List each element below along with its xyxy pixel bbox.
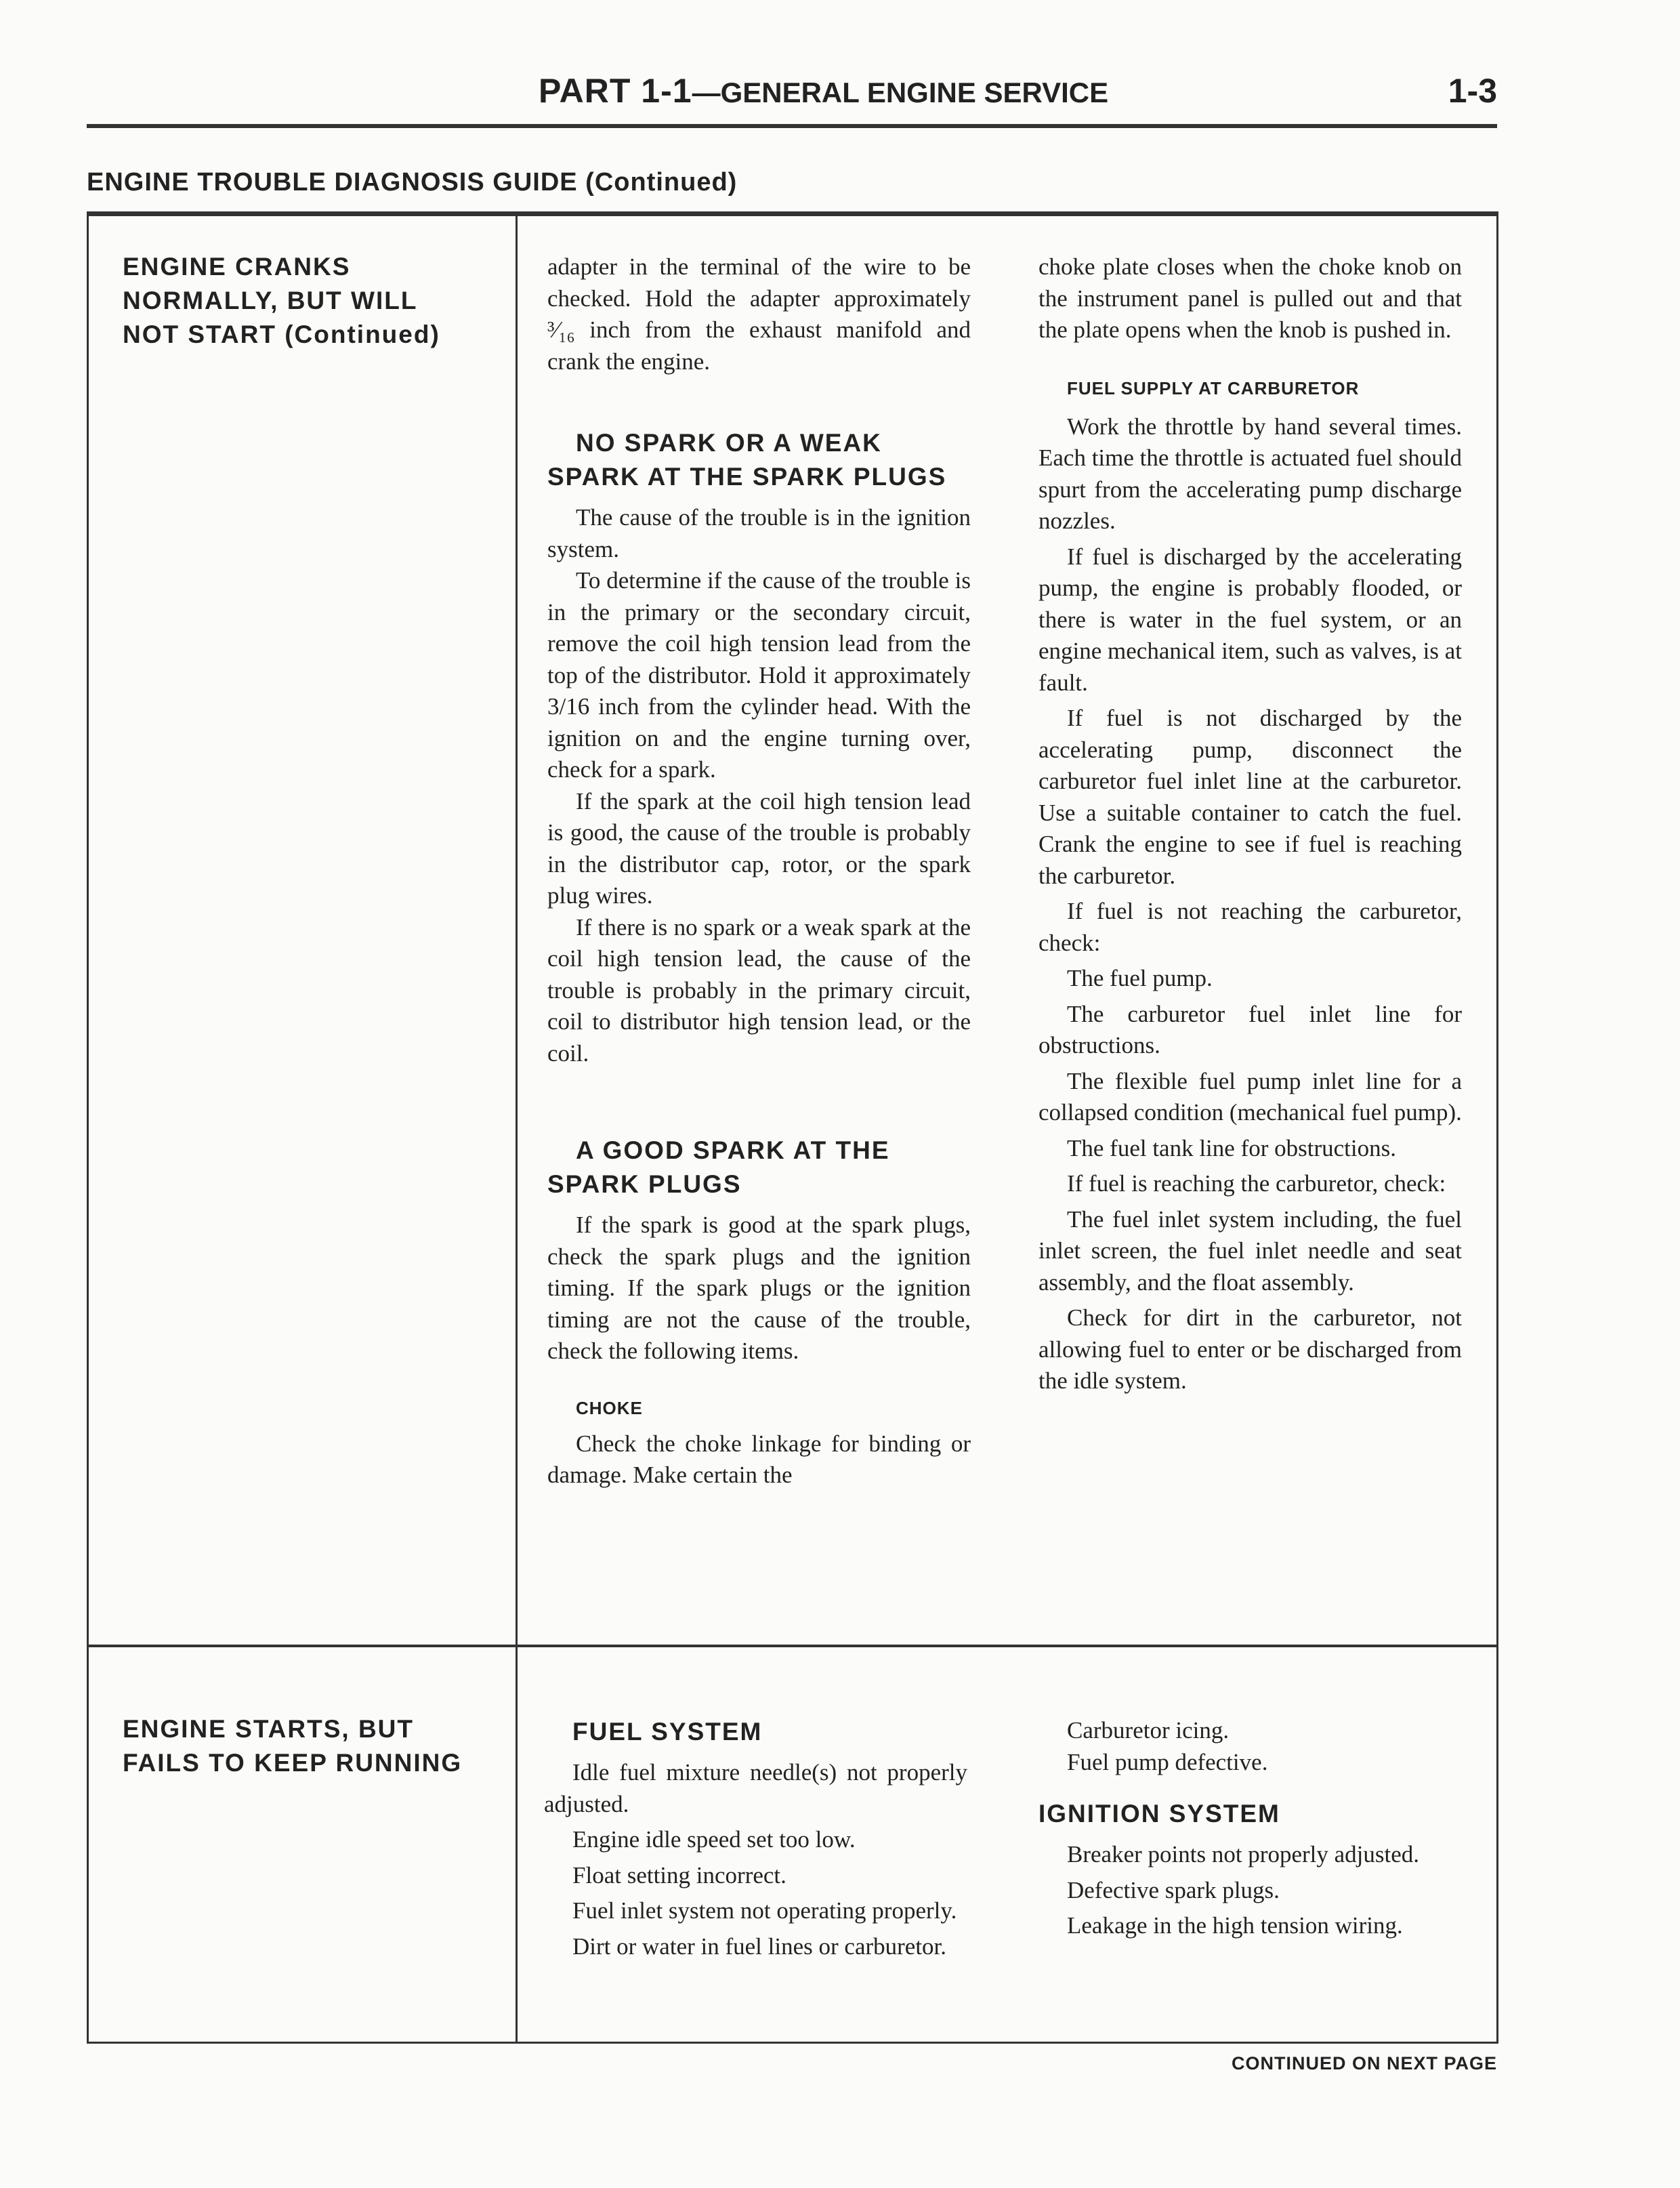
paragraph: The fuel tank line for obstructions. <box>1067 1134 1396 1161</box>
list-item: Idle fuel mixture needle(s) not properly adjusted. <box>544 1759 967 1817</box>
row1-column3 <box>1038 251 1462 1397</box>
condition-line: NORMALLY, BUT WILL <box>123 287 418 314</box>
condition-line: ENGINE STARTS, BUT <box>123 1715 414 1743</box>
paragraph: If the spark is good at the spark plugs, check the spark plugs and the ignition timing. If the spark plugs or the ignition timing are not the cause of the trouble, check the following items. <box>547 1212 971 1364</box>
row-divider <box>89 1645 1496 1647</box>
heading-choke: CHOKE <box>576 1397 643 1418</box>
paragraph: If fuel is reaching the carburetor, check: <box>1067 1170 1446 1197</box>
paragraph: The flexible fuel pump inlet line for a collapsed condition (mechanical fuel pump). <box>1038 1067 1462 1126</box>
paragraph: If fuel is discharged by the accelerating pump, the engine is probably flooded, or there is water in the fuel system, or an engine mechanical item, such as valves, is at fault. <box>1038 543 1462 696</box>
row1-column2 <box>547 251 971 1491</box>
heading-fuel-system: FUEL SYSTEM <box>572 1718 763 1746</box>
continued-note: CONTINUED ON NEXT PAGE <box>1231 2053 1497 2073</box>
list-item: Engine idle speed set too low. <box>572 1826 856 1853</box>
list-item: Leakage in the high tension wiring. <box>1067 1912 1403 1939</box>
page-number: 1-3 <box>1448 72 1497 110</box>
condition-starts-fails <box>123 1712 462 1780</box>
list-item: Float setting incorrect. <box>572 1861 786 1888</box>
paragraph: Check for dirt in the carburetor, not allowing fuel to enter or be discharged from the idle system. <box>1038 1304 1462 1394</box>
paragraph: The carburetor fuel inlet line for obstructions. <box>1038 1000 1462 1058</box>
paragraph: The fuel pump. <box>1067 965 1213 991</box>
row2-column3 <box>1038 1715 1462 1942</box>
paragraph: The fuel inlet system including, the fuel inlet screen, the fuel inlet needle and seat assembly, and the float assembly. <box>1038 1205 1462 1296</box>
list-item: Breaker points not properly adjusted. <box>1067 1841 1420 1867</box>
condition-cranks-no-start <box>123 250 440 352</box>
paragraph: If fuel is not reaching the carburetor, check: <box>1038 898 1462 956</box>
guide-title: ENGINE TROUBLE DIAGNOSIS GUIDE (Continued) <box>87 168 738 197</box>
condition-line: ENGINE CRANKS <box>123 253 351 281</box>
section-label: —GENERAL ENGINE SERVICE <box>692 77 1109 108</box>
page-header-title <box>539 71 1108 110</box>
heading-fuel-supply: FUEL SUPPLY AT CARBURETOR <box>1067 377 1360 398</box>
header-rule <box>87 124 1497 128</box>
diagnosis-table <box>87 211 1498 2044</box>
heading-no-spark: NO SPARK OR A WEAK SPARK AT THE SPARK PLUGS <box>547 429 947 491</box>
heading-ignition-system: IGNITION SYSTEM <box>1038 1800 1280 1828</box>
row2-column2 <box>544 1715 967 1962</box>
list-item: Carburetor icing. <box>1067 1717 1230 1743</box>
list-item: Fuel pump defective. <box>1067 1748 1268 1775</box>
paragraph: To determine if the cause of the trouble is in the primary or the secondary circuit, remove the coil high tension lead from the top of the distributor. Hold it approximately 3/16 inch from the cylinder head. With the ignition on and the engine turning over, check for a spark. <box>547 567 971 783</box>
condition-line: NOT START (Continued) <box>123 321 440 348</box>
heading-good-spark: A GOOD SPARK AT THE SPARK PLUGS <box>547 1136 890 1198</box>
paragraph: If the spark at the coil high tension lead is good, the cause of the trouble is probably in the distributor cap, rotor, or the spark plug wires. <box>547 787 971 909</box>
list-item: Dirt or water in fuel lines or carburetor. <box>572 1933 947 1960</box>
paragraph: Work the throttle by hand several times. Each time the throttle is actuated fuel should spurt from the accelerating pump discharge nozzles. <box>1038 413 1462 534</box>
condition-line: FAILS TO KEEP RUNNING <box>123 1749 463 1777</box>
paragraph: If fuel is not discharged by the accelerating pump, disconnect the carburetor fuel inlet line at the carburetor. Use a suitable container to catch the fuel. Crank the engine to see if fuel is reaching the carburetor. <box>1038 705 1462 889</box>
paragraph: The cause of the trouble is in the ignition system. <box>547 504 971 562</box>
list-item: Fuel inlet system not operating properly. <box>572 1897 957 1924</box>
paragraph: adapter in the terminal of the wire to be checked. Hold the adapter approximately ³⁄₁₆ inch from the exhaust manifold and crank the engine. <box>547 253 971 375</box>
part-label: PART 1-1 <box>539 72 692 110</box>
paragraph: If there is no spark or a weak spark at the coil high tension lead, the cause of the trouble is probably in the primary circuit, coil to distributor high tension lead, or the coil. <box>547 913 971 1067</box>
column-divider <box>516 216 518 2042</box>
paragraph: choke plate closes when the choke knob on the instrument panel is pulled out and that the plate opens when the knob is pushed in. <box>1038 253 1462 343</box>
page-header <box>0 71 1680 119</box>
paragraph: Check the choke linkage for binding or damage. Make certain the <box>547 1430 971 1488</box>
list-item: Defective spark plugs. <box>1067 1876 1280 1903</box>
